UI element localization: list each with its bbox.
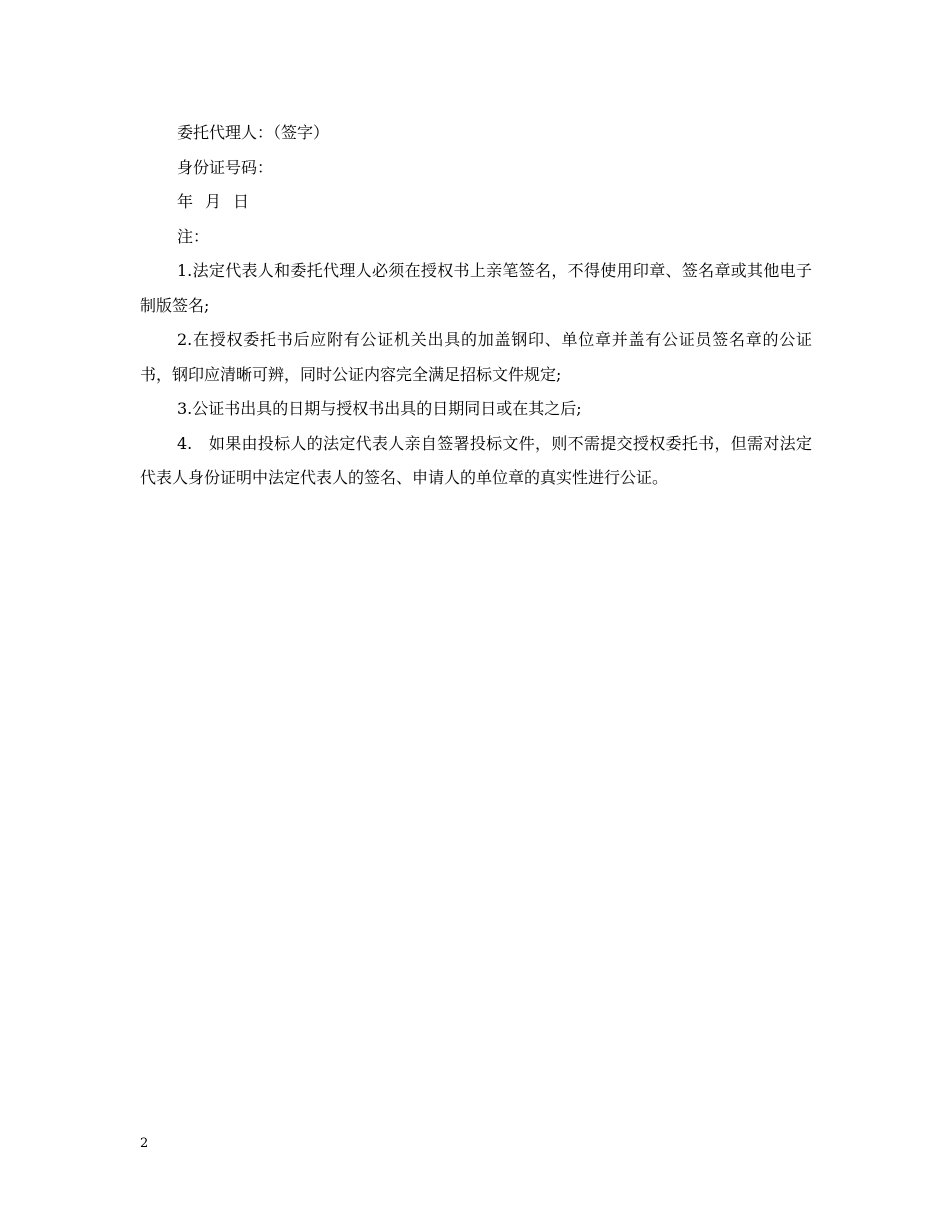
agent-signature-line: [140, 116, 812, 151]
note-label-text: 注：: [177, 226, 210, 246]
date-day: 日: [233, 192, 250, 211]
date-month: 月: [205, 192, 222, 211]
note-item-4: 4. 如果由投标人的法定代表人亲自签署投标文件，则不需提交授权委托书，但需对法定代表人身份证明中法定代表人的签名、申请人的单位章的真实性进行公证。: [140, 433, 812, 487]
date-year: 年: [177, 192, 194, 211]
document-body: [140, 116, 812, 496]
agent-signature-label: 委托代理人：: [177, 123, 274, 142]
note-item-2: 2.在授权委托书后应附有公证机关出具的加盖钢印、单位章并盖有公证员签名章的公证书，钢印应清晰可辨，同时公证内容完全满足招标文件规定;: [140, 330, 812, 384]
note-label: [140, 220, 812, 255]
note-item-3: 3.公证书出具的日期与授权书出具的日期同日或在其之后;: [177, 399, 582, 418]
page-number: 2: [140, 1136, 149, 1151]
agent-signature-hint: （签字）: [273, 123, 330, 142]
id-number-line: [140, 151, 812, 186]
id-number-label: 身份证号码：: [177, 157, 274, 177]
date-line: [140, 185, 812, 220]
note-item-1: 1.法定代表人和委托代理人必须在授权书上亲笔签名，不得使用印章、签名章或其他电子制版签名;: [140, 261, 812, 315]
